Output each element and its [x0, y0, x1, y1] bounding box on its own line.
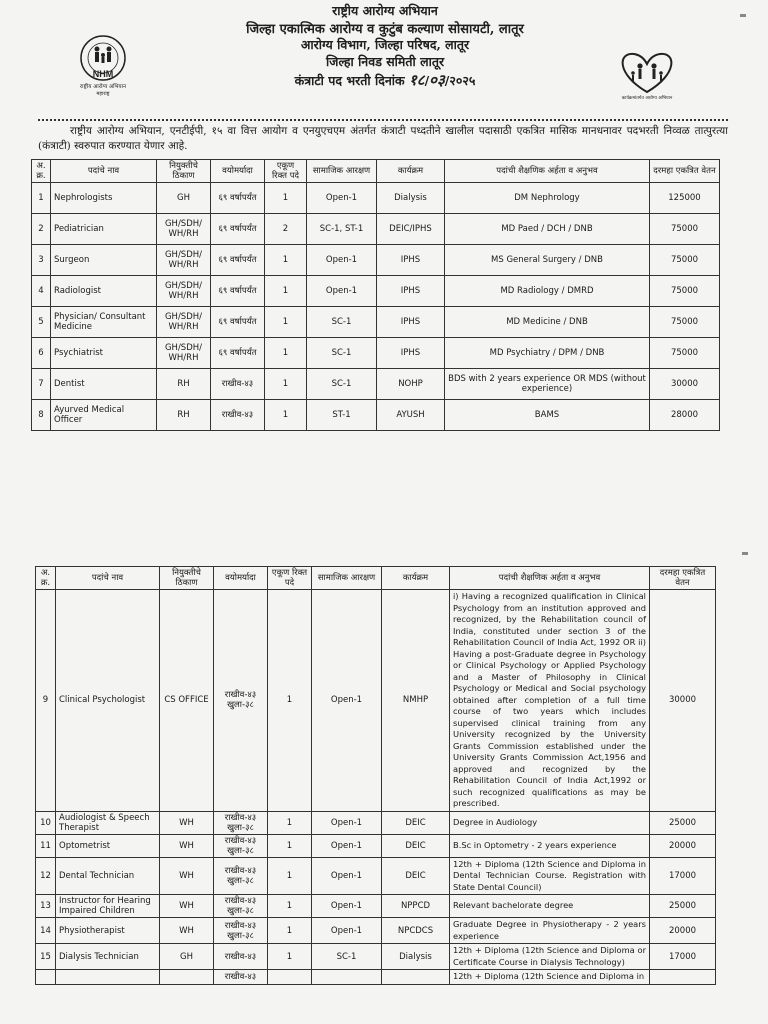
- cell-sr: [36, 970, 56, 985]
- cell-program: NOHP: [377, 369, 445, 400]
- cell-vacant: 1: [265, 276, 307, 307]
- cell-qualification: 12th + Diploma (12th Science and Diploma in: [450, 970, 650, 985]
- cell-vacant: 1: [265, 183, 307, 214]
- col-vacant: एकूण रिक्त पदे: [265, 160, 307, 183]
- cell-program: Dialysis: [382, 944, 450, 970]
- cell-reservation: Open-1: [307, 245, 377, 276]
- cell-vacant: [268, 970, 312, 985]
- cell-reservation: Open-1: [312, 895, 382, 918]
- cell-place: WH: [160, 811, 214, 834]
- cell-program: DEIC: [382, 811, 450, 834]
- table-row: [36, 857, 716, 895]
- cell-post: Clinical Psychologist: [56, 590, 160, 812]
- table-row: [32, 338, 720, 369]
- cell-reservation: Open-1: [312, 857, 382, 895]
- col-program: कार्यक्रम: [382, 567, 450, 590]
- cell-reservation: ST-1: [307, 400, 377, 431]
- cell-qualification: Relevant bachelorate degree: [450, 895, 650, 918]
- cell-program: DEIC/IPHS: [377, 214, 445, 245]
- nhm-logo-sub2: महाराष्ट्र: [96, 91, 110, 97]
- cell-reservation: [312, 970, 382, 985]
- col-salary: दरमहा एकत्रित वेतन: [650, 567, 716, 590]
- cell-age: राखीव-४३: [211, 400, 265, 431]
- cell-reservation: Open-1: [312, 834, 382, 857]
- cell-vacant: 1: [268, 857, 312, 895]
- cell-program: IPHS: [377, 276, 445, 307]
- cell-salary: 17000: [650, 944, 716, 970]
- cell-post: Dentist: [51, 369, 157, 400]
- cell-sr: 9: [36, 590, 56, 812]
- cell-salary: 75000: [650, 214, 720, 245]
- col-program: कार्यक्रम: [377, 160, 445, 183]
- table-row: [32, 245, 720, 276]
- cell-salary: 28000: [650, 400, 720, 431]
- vacancy-table-2: [35, 566, 716, 985]
- cell-vacant: 1: [268, 918, 312, 944]
- col-qualification: पदांची शैक्षणिक अर्हता व अनुभव: [445, 160, 650, 183]
- cell-post: Ayurved Medical Officer: [51, 400, 157, 431]
- cell-age: राखीव-४३: [214, 970, 268, 985]
- table-row: [36, 944, 716, 970]
- cell-place: WH: [160, 834, 214, 857]
- cell-vacant: 1: [268, 895, 312, 918]
- cell-place: GH/SDH/ WH/RH: [157, 338, 211, 369]
- cell-place: CS OFFICE: [160, 590, 214, 812]
- cell-reservation: Open-1: [312, 811, 382, 834]
- cell-qualification: BAMS: [445, 400, 650, 431]
- cell-post: Pediatrician: [51, 214, 157, 245]
- date-month: ०३: [429, 71, 445, 89]
- table-row: [36, 834, 716, 857]
- cell-post: Physician/ Consultant Medicine: [51, 307, 157, 338]
- cell-vacant: 1: [268, 944, 312, 970]
- col-post: पदांचे नाव: [51, 160, 157, 183]
- cell-sr: 10: [36, 811, 56, 834]
- cell-salary: 75000: [650, 307, 720, 338]
- cell-qualification: DM Nephrology: [445, 183, 650, 214]
- col-salary: दरमहा एकत्रित वेतन: [650, 160, 720, 183]
- table-row: [32, 183, 720, 214]
- recruitment-date-label: कंत्राटी पद भरती दिनांक: [294, 73, 405, 88]
- cell-sr: 11: [36, 834, 56, 857]
- nhm-logo-label: NHM: [92, 69, 114, 79]
- cell-place: GH/SDH/ WH/RH: [157, 214, 211, 245]
- cell-reservation: SC-1: [312, 944, 382, 970]
- cell-salary: 75000: [650, 338, 720, 369]
- cell-age: राखीव-४३: [214, 944, 268, 970]
- col-qualification: पदांची शैक्षणिक अर्हता व अनुभव: [450, 567, 650, 590]
- cell-vacant: 1: [268, 590, 312, 812]
- cell-salary: 25000: [650, 811, 716, 834]
- table-row: [36, 970, 716, 985]
- vacancy-table-1: [31, 159, 720, 431]
- cell-qualification: MD Paed / DCH / DNB: [445, 214, 650, 245]
- cell-sr: 1: [32, 183, 51, 214]
- cell-age: ६९ वर्षापर्यंत: [211, 307, 265, 338]
- cell-salary: 30000: [650, 590, 716, 812]
- cell-reservation: Open-1: [307, 183, 377, 214]
- cell-sr: 3: [32, 245, 51, 276]
- cell-post: [56, 970, 160, 985]
- table-row: [32, 307, 720, 338]
- cell-sr: 7: [32, 369, 51, 400]
- col-reservation: सामाजिक आरक्षण: [312, 567, 382, 590]
- header-line-1: राष्ट्रीय आरोग्य अभियान: [332, 3, 438, 18]
- cell-reservation: Open-1: [312, 918, 382, 944]
- cell-qualification: 12th + Diploma (12th Science and Diploma in Dental Technician Course. Registration with State Dental Council): [450, 857, 650, 895]
- cell-place: RH: [157, 400, 211, 431]
- cell-sr: 2: [32, 214, 51, 245]
- col-vacant: एकूण रिक्त पदे: [268, 567, 312, 590]
- cell-program: [382, 970, 450, 985]
- cell-program: DEIC: [382, 857, 450, 895]
- table-row: [32, 276, 720, 307]
- cell-post: Dental Technician: [56, 857, 160, 895]
- table-header-row: [32, 160, 720, 183]
- cell-sr: 5: [32, 307, 51, 338]
- cell-salary: 17000: [650, 857, 716, 895]
- table-row: [32, 400, 720, 431]
- cell-vacant: 1: [268, 811, 312, 834]
- cell-qualification: MD Psychiatry / DPM / DNB: [445, 338, 650, 369]
- cell-sr: 8: [32, 400, 51, 431]
- cell-reservation: Open-1: [312, 590, 382, 812]
- table-header-row: [36, 567, 716, 590]
- cell-salary: 20000: [650, 918, 716, 944]
- cell-age: राखीव-४३ खुला-३८: [214, 590, 268, 812]
- date-day: १८: [408, 71, 425, 89]
- cell-qualification: BDS with 2 years experience OR MDS (without experience): [445, 369, 650, 400]
- header-divider: [38, 119, 728, 121]
- cell-place: WH: [160, 857, 214, 895]
- header-line-3: आरोग्य विभाग, जिल्हा परिषद, लातूर: [300, 37, 470, 52]
- cell-qualification: MS General Surgery / DNB: [445, 245, 650, 276]
- cell-age: ६९ वर्षापर्यंत: [211, 338, 265, 369]
- cell-post: Dialysis Technician: [56, 944, 160, 970]
- cell-post: Audiologist & Speech Therapist: [56, 811, 160, 834]
- cell-reservation: SC-1, ST-1: [307, 214, 377, 245]
- cell-vacant: 2: [265, 214, 307, 245]
- cell-salary: 75000: [650, 245, 720, 276]
- cell-place: GH: [157, 183, 211, 214]
- cell-age: ६९ वर्षापर्यंत: [211, 245, 265, 276]
- cell-qualification: i) Having a recognized qualification in Clinical Psychology from an institution approved and recognized, by the Rehabilitation council of India, constituted under section 3 of the Rehabilitation Council of India Act, 1992 OR ii) Having a post-Graduate degree in Psychology or Clinical Psychology or Applied Psychology and a Master of Philosophy in Clinical Psychology or Medical and Social psychology obtained after completion of a full time course of two years which includes supervised clinical training from any University recognized by the University Grants Commission established under the University Grants Commission Act,1956 and approved and recognized by the Rehabilitation Council of India Act,1992 or such recognized qualifications as may be prescribed.: [450, 590, 650, 812]
- cell-salary: 75000: [650, 276, 720, 307]
- cell-place: WH: [160, 895, 214, 918]
- cell-vacant: 1: [265, 245, 307, 276]
- cell-vacant: 1: [265, 400, 307, 431]
- cell-post: Radiologist: [51, 276, 157, 307]
- cell-post: Nephrologists: [51, 183, 157, 214]
- cell-program: IPHS: [377, 245, 445, 276]
- cell-program: Dialysis: [377, 183, 445, 214]
- cell-vacant: 1: [268, 834, 312, 857]
- cell-program: NPPCD: [382, 895, 450, 918]
- cell-post: Psychiatrist: [51, 338, 157, 369]
- col-sr: अ. क्र.: [32, 160, 51, 183]
- scan-mark: [742, 552, 748, 555]
- cell-salary: [650, 970, 716, 985]
- cell-reservation: SC-1: [307, 369, 377, 400]
- col-place: नियुक्तीचे ठिकाण: [160, 567, 214, 590]
- cell-vacant: 1: [265, 307, 307, 338]
- cell-program: AYUSH: [377, 400, 445, 431]
- cell-qualification: B.Sc in Optometry - 2 years experience: [450, 834, 650, 857]
- col-sr: अ. क्र.: [36, 567, 56, 590]
- cell-place: GH/SDH/ WH/RH: [157, 245, 211, 276]
- cell-place: GH: [160, 944, 214, 970]
- cell-vacant: 1: [265, 338, 307, 369]
- cell-program: NMHP: [382, 590, 450, 812]
- cell-reservation: SC-1: [307, 307, 377, 338]
- cell-qualification: Degree in Audiology: [450, 811, 650, 834]
- cell-post: Physiotherapist: [56, 918, 160, 944]
- cell-program: IPHS: [377, 338, 445, 369]
- cell-sr: 4: [32, 276, 51, 307]
- cell-age: राखीव-४३ खुला-३८: [214, 895, 268, 918]
- letterhead: [0, 0, 768, 120]
- table-row: [36, 918, 716, 944]
- cell-sr: 15: [36, 944, 56, 970]
- header-line-5: कंत्राटी पद भरती दिनांक १८/०३/२०२५: [294, 71, 476, 89]
- cell-qualification: MD Radiology / DMRD: [445, 276, 650, 307]
- header-line-4: जिल्हा निवड समिती लातूर: [325, 54, 445, 69]
- intro-paragraph: राष्ट्रीय आरोग्य अभियान, एनटीईपी, १५ वा वित्त आयोग व एनयुएचएम अंतर्गत कंत्राटी पध्दतीने खालील पदासाठी एकत्रित मासिक मानधनावर पदभरती निव्वळ तात्पुरत्या (कंत्राटी) स्वरुपात करण्यात येणार आहे.: [38, 125, 728, 152]
- cell-post: Instructor for Hearing Impaired Children: [56, 895, 160, 918]
- cell-reservation: SC-1: [307, 338, 377, 369]
- cell-program: NPCDCS: [382, 918, 450, 944]
- cell-age: राखीव-४३: [211, 369, 265, 400]
- cell-age: ६९ वर्षापर्यंत: [211, 183, 265, 214]
- nhm-logo-sub: राष्ट्रीय आरोग्य अभियान: [79, 84, 127, 90]
- cell-salary: 125000: [650, 183, 720, 214]
- cell-age: ६९ वर्षापर्यंत: [211, 214, 265, 245]
- cell-qualification: 12th + Diploma (12th Science and Diploma or Certificate Course in Dialysis Technology): [450, 944, 650, 970]
- table-row: [36, 811, 716, 834]
- family-welfare-logo: [608, 46, 686, 102]
- cell-sr: 14: [36, 918, 56, 944]
- scan-mark: [740, 14, 746, 17]
- cell-age: राखीव-४३ खुला-३८: [214, 811, 268, 834]
- col-age: वयोमर्यादा: [211, 160, 265, 183]
- cell-sr: 13: [36, 895, 56, 918]
- cell-reservation: Open-1: [307, 276, 377, 307]
- cell-salary: 30000: [650, 369, 720, 400]
- cell-program: DEIC: [382, 834, 450, 857]
- cell-place: WH: [160, 918, 214, 944]
- date-year: २०२५: [449, 73, 476, 88]
- cell-post: Surgeon: [51, 245, 157, 276]
- table-row: [32, 369, 720, 400]
- col-age: वयोमर्यादा: [214, 567, 268, 590]
- cell-age: ६९ वर्षापर्यंत: [211, 276, 265, 307]
- cell-age: राखीव-४३ खुला-३८: [214, 918, 268, 944]
- col-post: पदांचे नाव: [56, 567, 160, 590]
- cell-vacant: 1: [265, 369, 307, 400]
- cell-place: RH: [157, 369, 211, 400]
- cell-age: राखीव-४३ खुला-३८: [214, 834, 268, 857]
- header-line-2: जिल्हा एकात्मिक आरोग्य व कुटुंब कल्याण सोसायटी, लातूर: [246, 22, 524, 37]
- right-logo-label: कार्यक्रमांतर्गत आरोग्य अभियान: [621, 96, 673, 101]
- cell-age: राखीव-४३ खुला-३८: [214, 857, 268, 895]
- cell-post: Optometrist: [56, 834, 160, 857]
- cell-qualification: MD Medicine / DNB: [445, 307, 650, 338]
- col-reservation: सामाजिक आरक्षण: [307, 160, 377, 183]
- cell-sr: 12: [36, 857, 56, 895]
- cell-program: IPHS: [377, 307, 445, 338]
- nhm-logo: [62, 34, 144, 98]
- table-row: [36, 590, 716, 812]
- cell-place: GH/SDH/ WH/RH: [157, 276, 211, 307]
- cell-place: GH/SDH/ WH/RH: [157, 307, 211, 338]
- table-row: [36, 895, 716, 918]
- cell-place: [160, 970, 214, 985]
- cell-sr: 6: [32, 338, 51, 369]
- cell-salary: 25000: [650, 895, 716, 918]
- col-place: नियुक्तीचे ठिकाण: [157, 160, 211, 183]
- table-row: [32, 214, 720, 245]
- cell-qualification: Graduate Degree in Physiotherapy - 2 years experience: [450, 918, 650, 944]
- cell-salary: 20000: [650, 834, 716, 857]
